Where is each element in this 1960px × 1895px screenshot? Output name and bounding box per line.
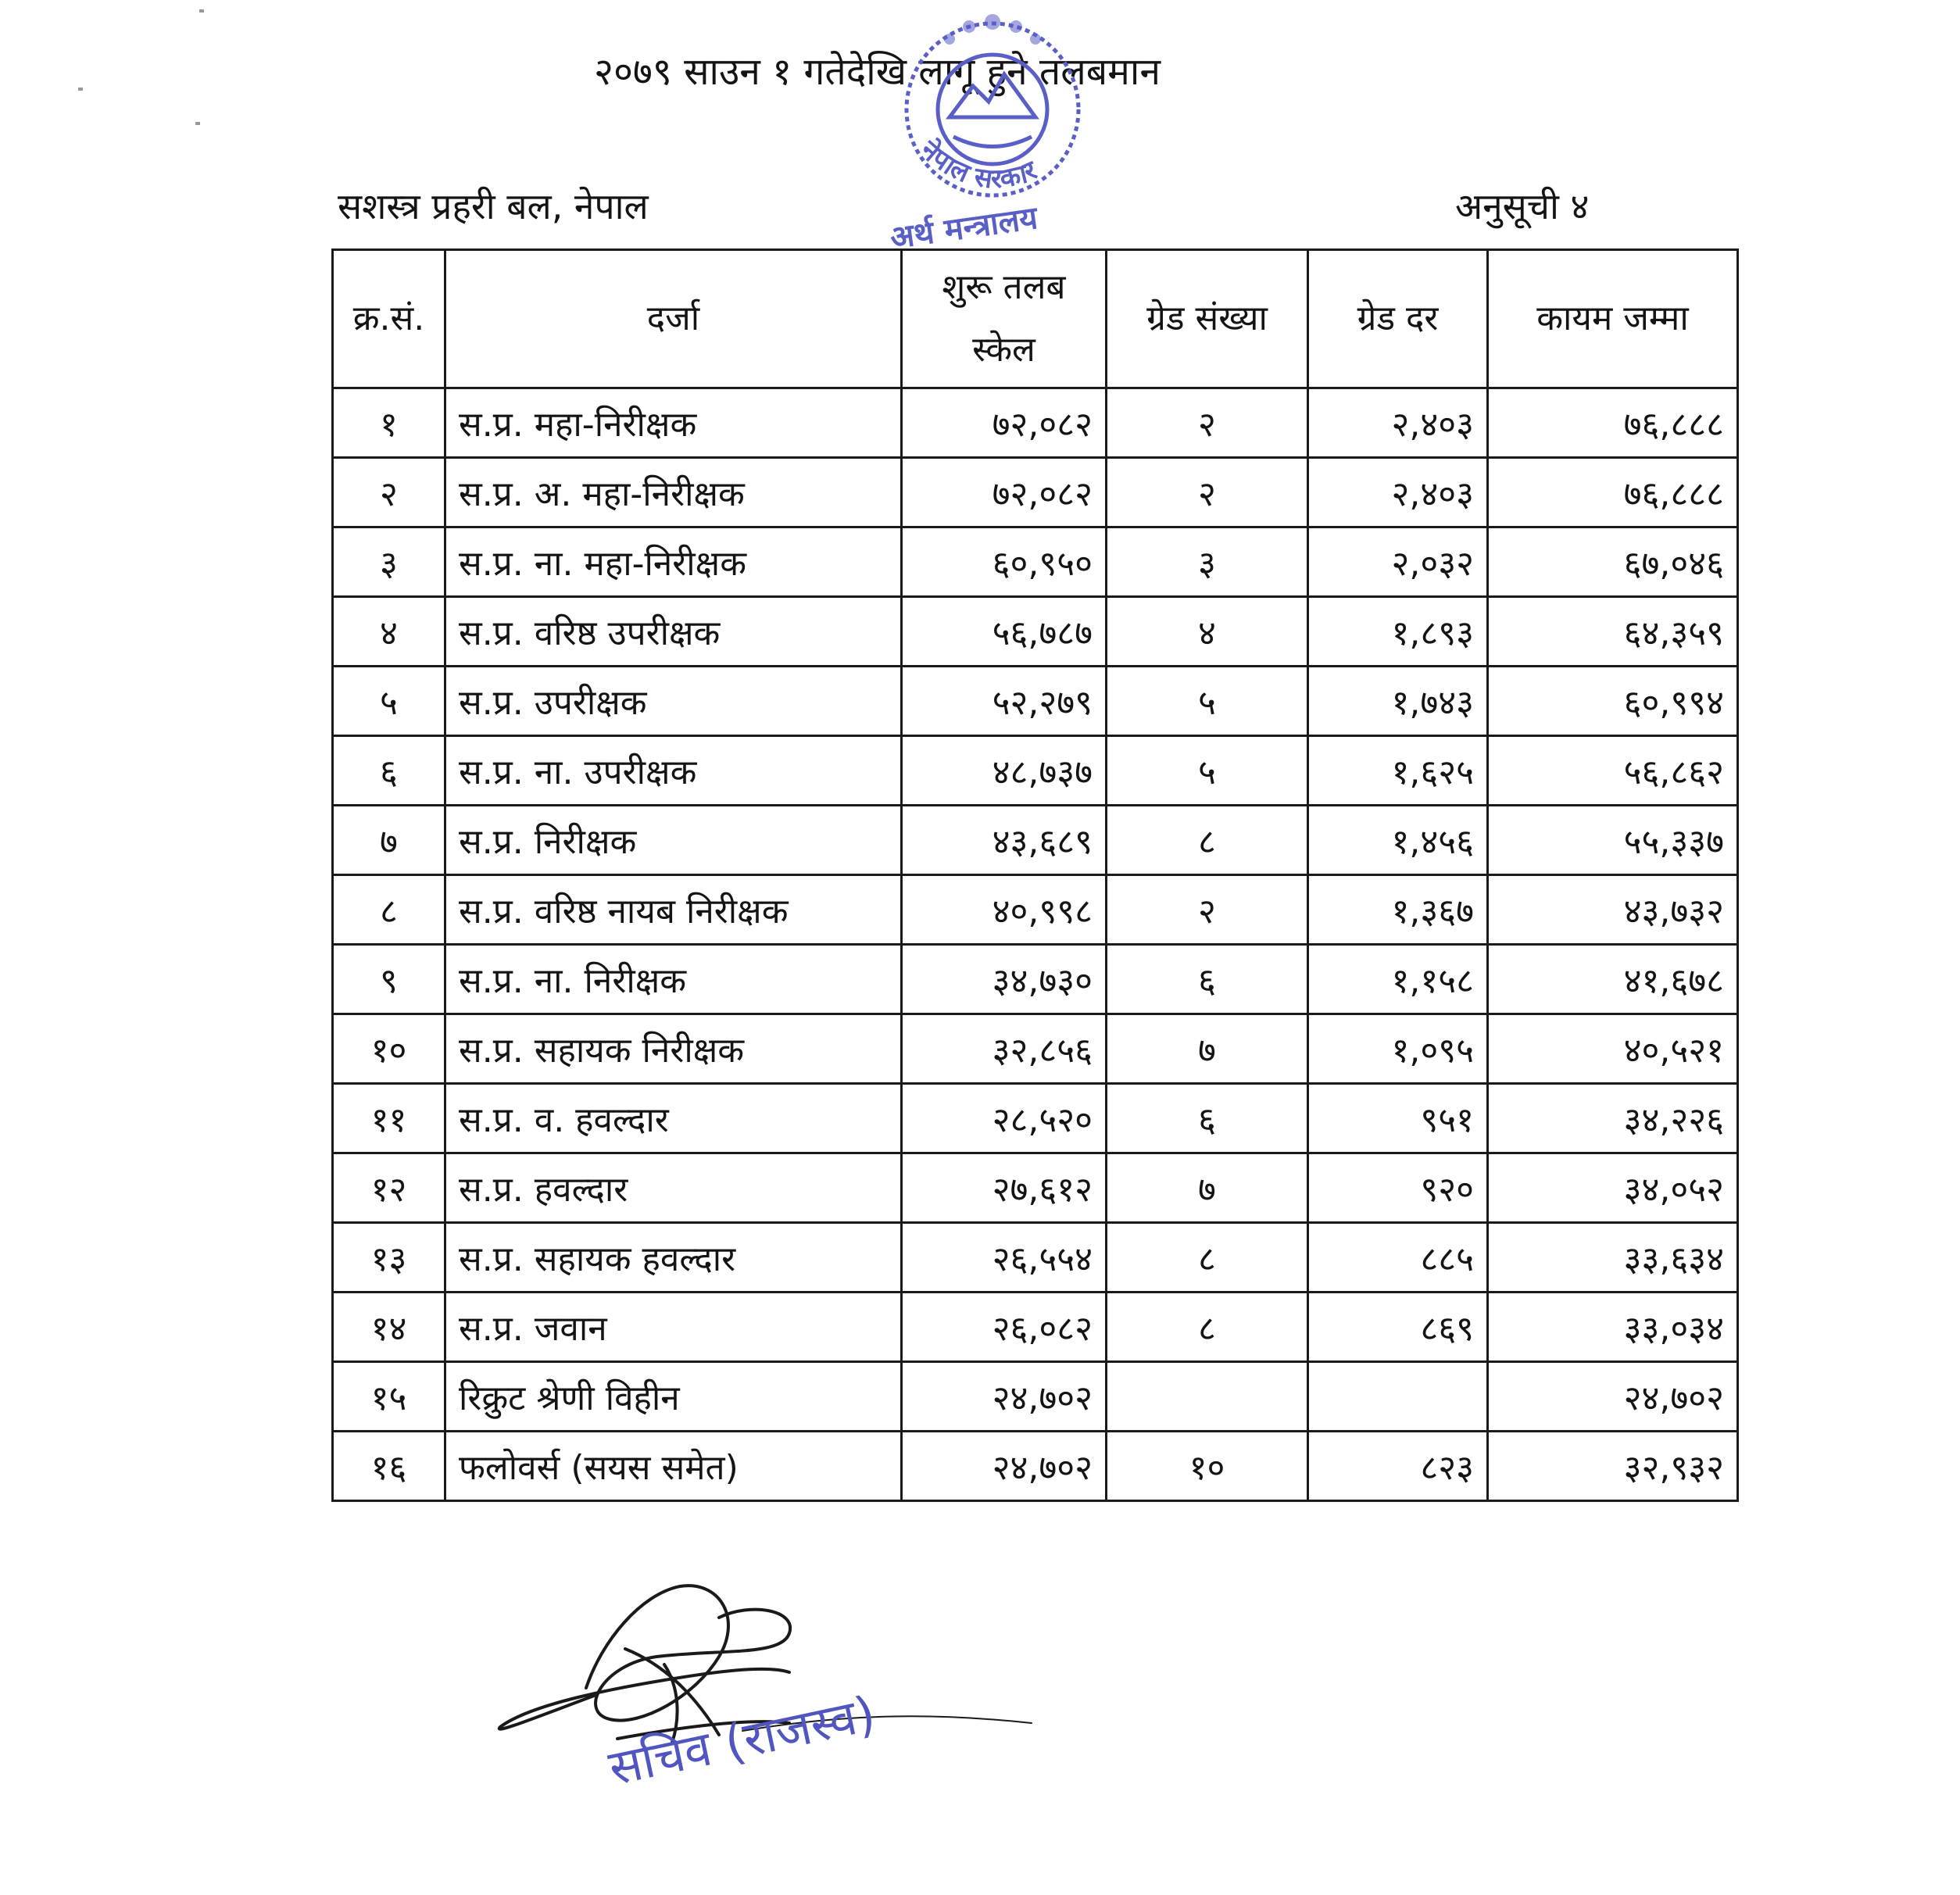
cell-serial-number: ३ [333,527,445,597]
seal-text-bottom: अर्थ मन्त्रालय [888,200,1040,250]
cell-start-scale: ४०,९९८ [902,875,1107,945]
cell-start-scale: ३२,८५६ [902,1014,1107,1084]
cell-fixed-total: ३३,६३४ [1488,1223,1738,1293]
cell-fixed-total: ७६,८८८ [1488,388,1738,458]
cell-serial-number: ९ [333,945,445,1014]
header-fixed-total: कायम जम्मा [1488,250,1738,388]
cell-start-scale: ७२,०८२ [902,458,1107,527]
cell-serial-number: २ [333,458,445,527]
cell-rank: स.प्र. अ. महा-निरीक्षक [445,458,902,527]
table-row [333,736,1738,806]
table-row [333,458,1738,527]
cell-grade-rate: २,०३२ [1308,527,1488,597]
table-row [333,1432,1738,1501]
cell-rank: स.प्र. वरिष्ठ नायब निरीक्षक [445,875,902,945]
cell-fixed-total: ४०,५२१ [1488,1014,1738,1084]
cell-serial-number: ४ [333,597,445,667]
cell-rank: स.प्र. सहायक हवल्दार [445,1223,902,1293]
cell-grade-rate: ८६९ [1308,1293,1488,1362]
cell-serial-number: ७ [333,806,445,875]
scan-speck [195,122,200,125]
cell-grade-rate: ९५१ [1308,1084,1488,1153]
cell-grade-count: २ [1107,388,1308,458]
ministry-seal [875,0,1110,250]
cell-serial-number: १६ [333,1432,445,1501]
cell-grade-count: ७ [1107,1014,1308,1084]
cell-rank: स.प्र. निरीक्षक [445,806,902,875]
cell-grade-rate: ८८५ [1308,1223,1488,1293]
cell-grade-count: ३ [1107,527,1308,597]
cell-grade-count: १० [1107,1432,1308,1501]
table-row [333,875,1738,945]
cell-grade-rate: १,१५८ [1308,945,1488,1014]
cell-grade-count: ६ [1107,945,1308,1014]
header-serial-number: क्र.सं. [333,250,445,388]
cell-grade-rate [1308,1362,1488,1432]
scan-speck [78,88,83,91]
table-row [333,1153,1738,1223]
table-row [333,527,1738,597]
organization-name: सशस्त्र प्रहरी बल, नेपाल [338,185,649,227]
cell-start-scale: २४,७०२ [902,1362,1107,1432]
header-grade-rate: ग्रेड दर [1308,250,1488,388]
cell-start-scale: ४३,६८९ [902,806,1107,875]
table-row [333,806,1738,875]
cell-serial-number: ५ [333,667,445,736]
table-row [333,1223,1738,1293]
cell-start-scale: ६०,९५० [902,527,1107,597]
signer-title: सचिव (राजस्व) [603,1684,881,1797]
table-row [333,1084,1738,1153]
cell-serial-number: ६ [333,736,445,806]
scan-speck [199,9,204,13]
cell-fixed-total: ४१,६७८ [1488,945,1738,1014]
cell-rank: स.प्र. ना. निरीक्षक [445,945,902,1014]
cell-start-scale: ५६,७८७ [902,597,1107,667]
page-title: २०७९ साउन १ गतेदेखि लागू हुने तलबमान [594,50,1161,94]
cell-grade-count: २ [1107,875,1308,945]
cell-grade-rate: १,०९५ [1308,1014,1488,1084]
cell-grade-rate: १,४५६ [1308,806,1488,875]
table-row [333,597,1738,667]
header-start-scale-line2: स्केल [972,330,1035,370]
cell-fixed-total: ४३,७३२ [1488,875,1738,945]
cell-start-scale: २६,५५४ [902,1223,1107,1293]
cell-start-scale: २८,५२० [902,1084,1107,1153]
cell-fixed-total: ६०,९९४ [1488,667,1738,736]
header-grade-count: ग्रेड संख्या [1107,250,1308,388]
cell-grade-count: ८ [1107,1293,1308,1362]
cell-start-scale: २४,७०२ [902,1432,1107,1501]
cell-rank: स.प्र. महा-निरीक्षक [445,388,902,458]
cell-serial-number: ८ [333,875,445,945]
cell-serial-number: १५ [333,1362,445,1432]
cell-rank: फलोवर्स (सयस समेत) [445,1432,902,1501]
cell-rank: रिक्रुट श्रेणी विहीन [445,1362,902,1432]
cell-start-scale: २६,०८२ [902,1293,1107,1362]
table-row [333,1293,1738,1362]
cell-serial-number: १४ [333,1293,445,1362]
cell-grade-count [1107,1362,1308,1432]
cell-serial-number: १३ [333,1223,445,1293]
cell-serial-number: १२ [333,1153,445,1223]
cell-grade-rate: २,४०३ [1308,458,1488,527]
cell-start-scale: ५२,२७९ [902,667,1107,736]
cell-fixed-total: ३३,०३४ [1488,1293,1738,1362]
cell-grade-count: २ [1107,458,1308,527]
cell-grade-count: ८ [1107,1223,1308,1293]
cell-grade-count: ४ [1107,597,1308,667]
cell-serial-number: ११ [333,1084,445,1153]
cell-rank: स.प्र. उपरीक्षक [445,667,902,736]
cell-grade-count: ५ [1107,667,1308,736]
cell-rank: स.प्र. हवल्दार [445,1153,902,1223]
cell-grade-rate: ९२० [1308,1153,1488,1223]
header-start-scale-line1: शुरू तलब [942,267,1066,307]
header-start-scale [902,250,1107,388]
cell-grade-rate: १,३६७ [1308,875,1488,945]
cell-rank: स.प्र. जवान [445,1293,902,1362]
cell-rank: स.प्र. ना. उपरीक्षक [445,736,902,806]
cell-fixed-total: ३२,९३२ [1488,1432,1738,1501]
cell-fixed-total: ६४,३५९ [1488,597,1738,667]
table-row [333,945,1738,1014]
table-row [333,388,1738,458]
cell-fixed-total: ५६,८६२ [1488,736,1738,806]
cell-start-scale: २७,६१२ [902,1153,1107,1223]
cell-fixed-total: ६७,०४६ [1488,527,1738,597]
table-row [333,667,1738,736]
schedule-label: अनुसूची ४ [1455,185,1590,227]
cell-fixed-total: २४,७०२ [1488,1362,1738,1432]
cell-grade-count: ६ [1107,1084,1308,1153]
cell-grade-count: ७ [1107,1153,1308,1223]
cell-rank: स.प्र. सहायक निरीक्षक [445,1014,902,1084]
cell-start-scale: ३४,७३० [902,945,1107,1014]
cell-serial-number: १ [333,388,445,458]
cell-grade-rate: १,८९३ [1308,597,1488,667]
cell-grade-count: ५ [1107,736,1308,806]
cell-grade-rate: ८२३ [1308,1432,1488,1501]
cell-rank: स.प्र. व. हवल्दार [445,1084,902,1153]
salary-table [331,248,1739,1502]
cell-rank: स.प्र. वरिष्ठ उपरीक्षक [445,597,902,667]
cell-grade-rate: १,६२५ [1308,736,1488,806]
table-header-row [333,250,1738,388]
seal-text-top: नेपाल सरकार [914,134,1042,195]
svg-text:नेपाल सरकार [914,134,1042,195]
cell-start-scale: ७२,०८२ [902,388,1107,458]
table-row [333,1014,1738,1084]
cell-fixed-total: ५५,३३७ [1488,806,1738,875]
cell-grade-count: ८ [1107,806,1308,875]
header-rank: दर्जा [445,250,902,388]
cell-fixed-total: ३४,२२६ [1488,1084,1738,1153]
cell-grade-rate: २,४०३ [1308,388,1488,458]
cell-fixed-total: ७६,८८८ [1488,458,1738,527]
table-row [333,1362,1738,1432]
cell-start-scale: ४८,७३७ [902,736,1107,806]
cell-grade-rate: १,७४३ [1308,667,1488,736]
cell-rank: स.प्र. ना. महा-निरीक्षक [445,527,902,597]
cell-serial-number: १० [333,1014,445,1084]
cell-fixed-total: ३४,०५२ [1488,1153,1738,1223]
